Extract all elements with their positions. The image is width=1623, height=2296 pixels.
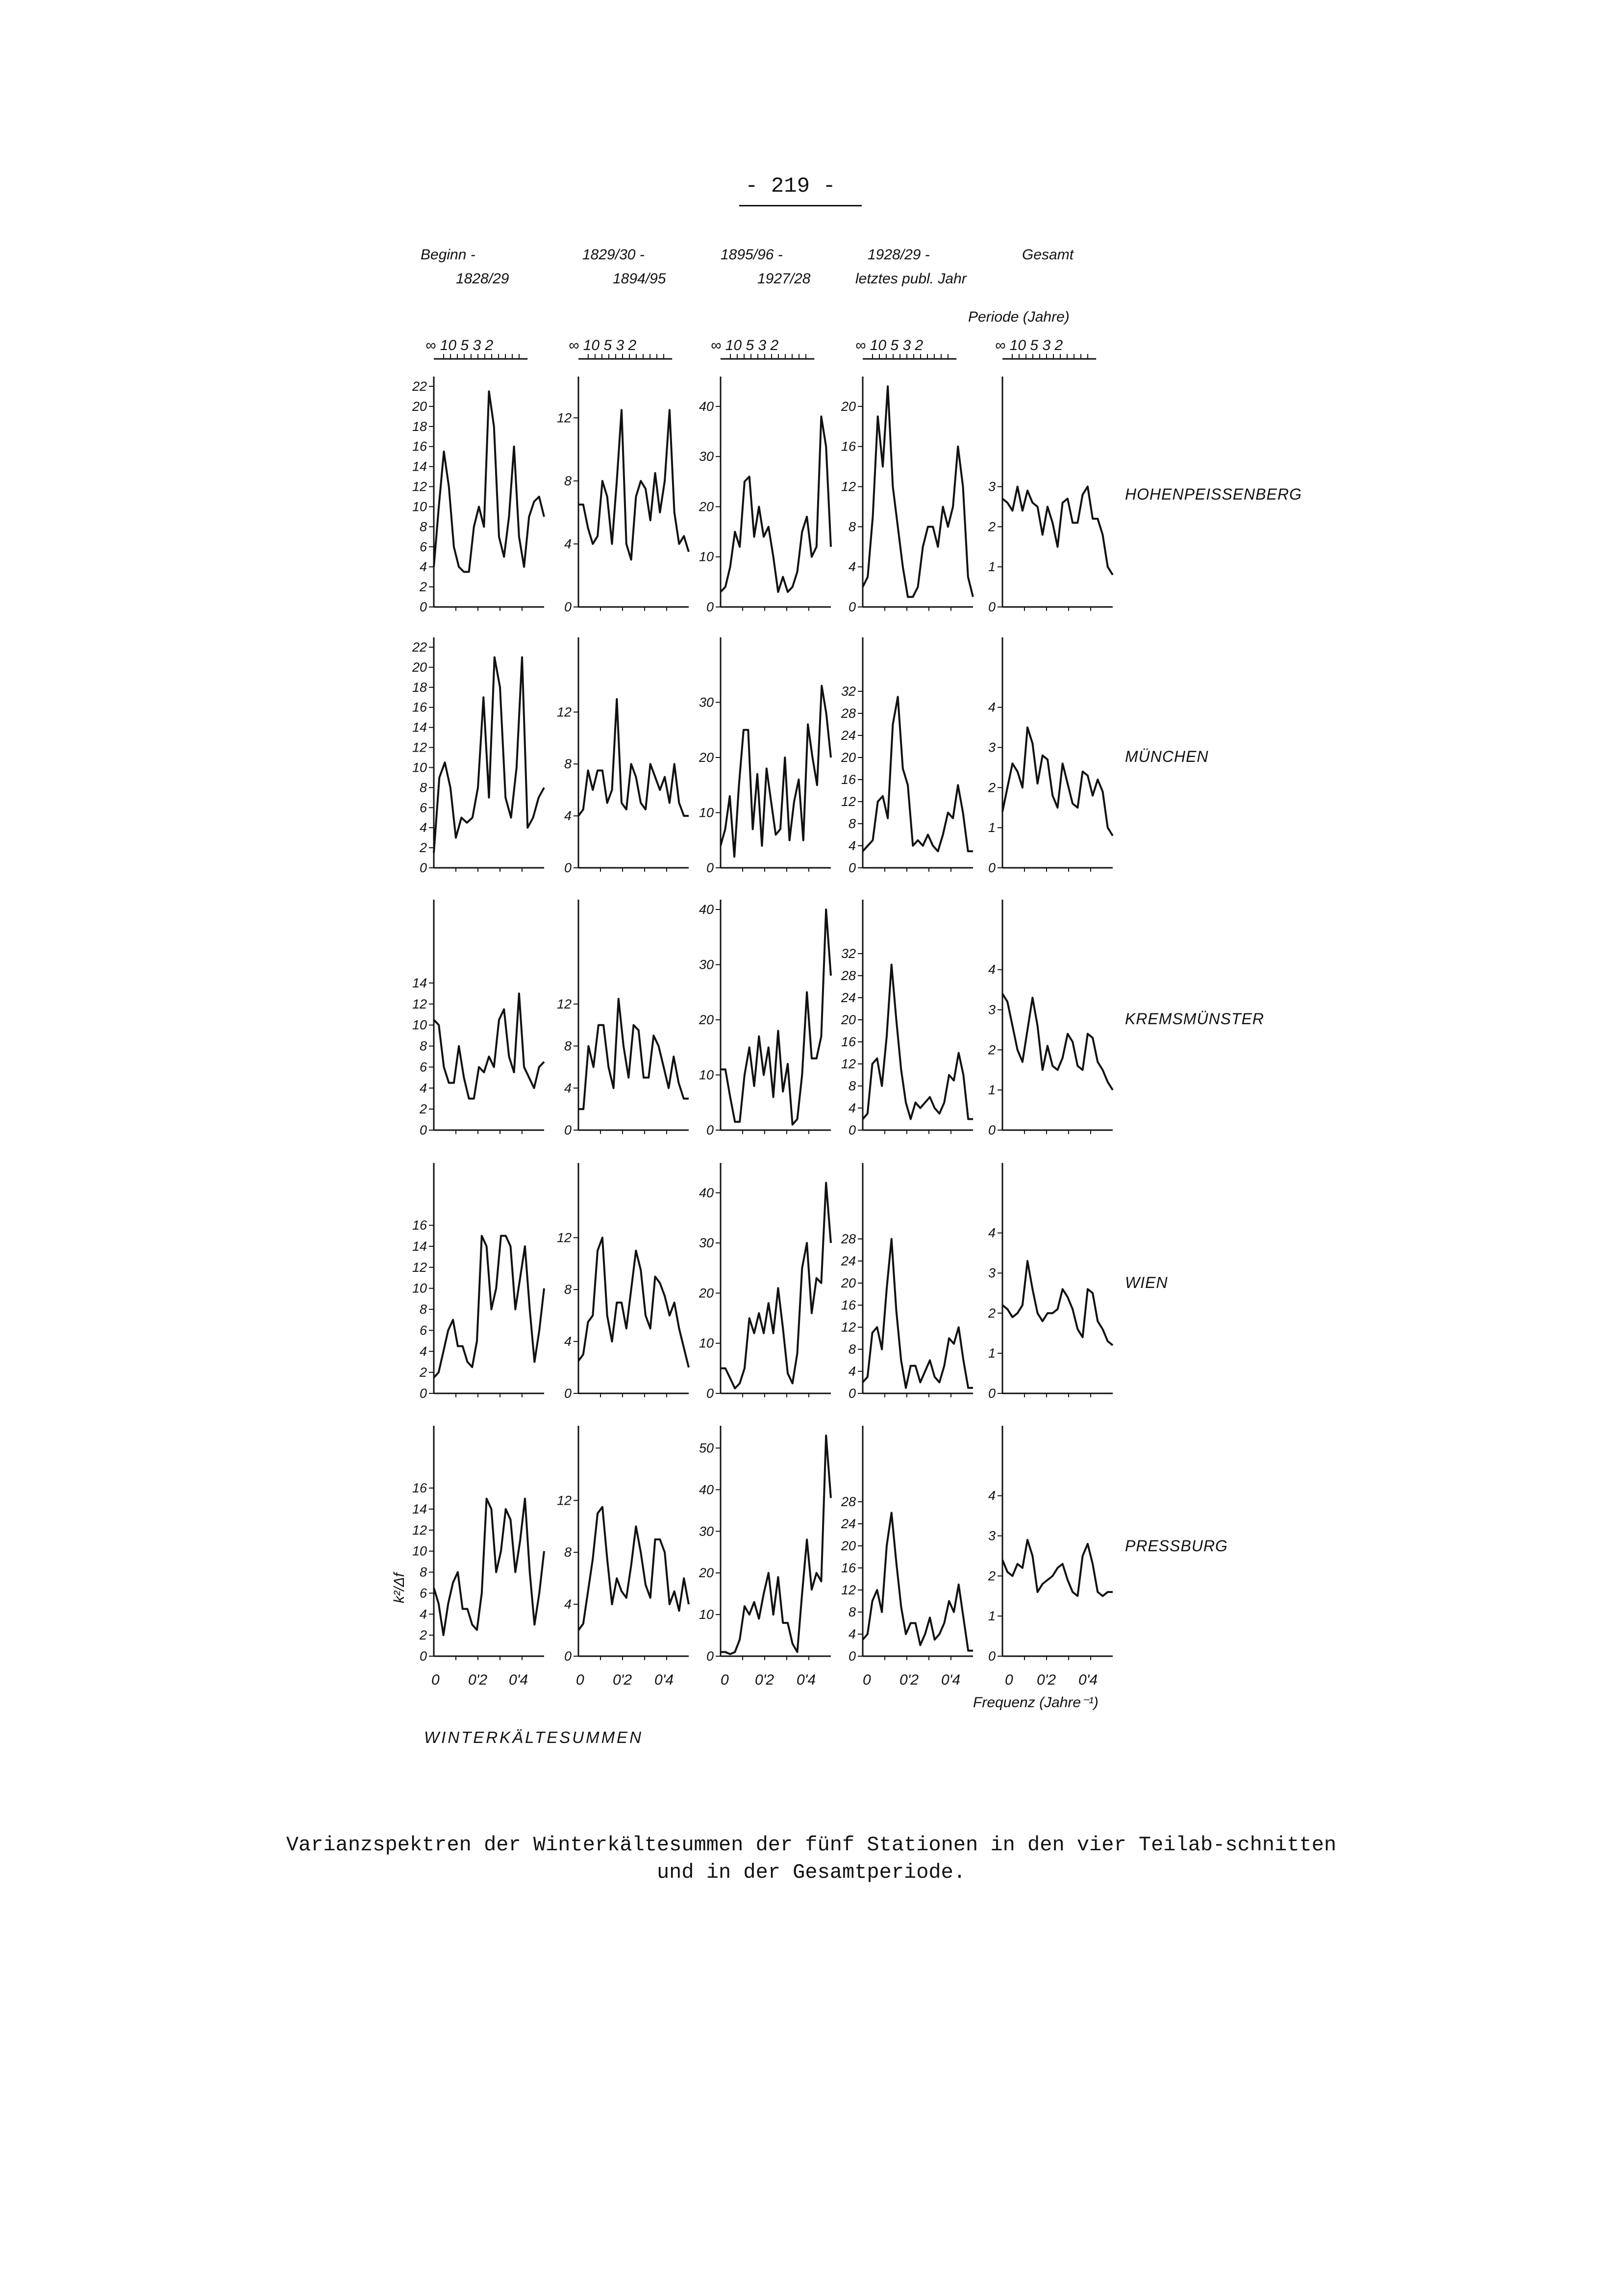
y-tick-label: 6: [419, 1323, 427, 1338]
y-tick-label: 40: [699, 399, 714, 414]
y-tick-label: 12: [556, 410, 572, 426]
y-tick-label: 40: [699, 1185, 714, 1200]
y-tick-label: 1: [988, 820, 996, 835]
spectrum-line: [1002, 994, 1113, 1090]
freq-tick-col4-0: 0: [863, 1672, 871, 1688]
column-header-4-line2: letztes publ. Jahr: [855, 271, 967, 287]
y-tick-label: 4: [848, 1101, 856, 1115]
spectrum-line: [863, 1239, 973, 1388]
y-tick-label: 10: [699, 1607, 714, 1622]
y-tick-label: 20: [699, 1565, 714, 1581]
y-tick-label: 10: [699, 1336, 714, 1351]
y-tick-label: 4: [564, 1081, 572, 1096]
y-tick-label: 12: [412, 1260, 427, 1275]
spectrum-line: [578, 410, 689, 559]
spectrum-line: [578, 1237, 689, 1367]
freq-tick-col5-04: 0'4: [1078, 1672, 1098, 1688]
y-tick-label: 1: [988, 1346, 996, 1361]
y-tick-label: 10: [412, 760, 427, 775]
y-tick-label: 50: [699, 1440, 714, 1456]
y-tick-label: 3: [988, 1528, 996, 1543]
freq-tick-col2-02: 0'2: [613, 1672, 632, 1688]
y-tick-label: 3: [988, 1265, 996, 1281]
panel-münchen-2: [557, 637, 689, 875]
panel-hohenpeissenberg-2: [557, 377, 689, 614]
y-tick-label: 12: [841, 479, 856, 494]
y-tick-label: 3: [988, 479, 996, 494]
y-tick-label: 30: [699, 1524, 714, 1539]
y-tick-label: 16: [841, 439, 856, 454]
y-tick-label: 12: [556, 1493, 572, 1508]
panel-münchen-4: [841, 637, 973, 875]
spectrum-line: [721, 909, 831, 1125]
freq-tick-col5-02: 0'2: [1037, 1672, 1056, 1688]
y-tick-label: 24: [841, 1516, 856, 1531]
panel-hohenpeissenberg-5: [988, 377, 1113, 614]
y-tick-label: 2: [419, 580, 427, 595]
y-tick-label: 8: [848, 1342, 856, 1357]
spectrum-line: [434, 1499, 544, 1636]
y-tick-label: 32: [841, 946, 856, 961]
y-tick-label: 0: [706, 600, 714, 614]
y-tick-label: 10: [699, 549, 714, 564]
y-tick-label: 8: [848, 519, 856, 534]
y-tick-label: 24: [841, 1254, 856, 1268]
y-tick-label: 16: [841, 772, 856, 787]
y-tick-label: 16: [841, 1561, 856, 1575]
y-tick-label: 8: [564, 473, 572, 488]
y-tick-label: 2: [988, 519, 996, 534]
y-tick-label: 3: [988, 1002, 996, 1017]
station-label-hohenpeissenberg: HOHENPEISSENBERG: [1125, 485, 1302, 503]
y-tick-label: 16: [412, 1481, 427, 1496]
frequency-axis-title: Frequenz (Jahre⁻¹): [973, 1694, 1099, 1711]
y-tick-label: 6: [419, 1586, 427, 1601]
y-tick-label: 12: [412, 996, 427, 1011]
y-tick-label: 8: [564, 757, 572, 772]
page-number: - 219 -: [745, 174, 836, 199]
y-tick-label: 20: [412, 659, 427, 675]
y-tick-label: 1: [988, 1609, 996, 1624]
y-tick-label: 12: [841, 1057, 856, 1071]
y-tick-label: 12: [556, 1230, 572, 1245]
column-header-1-line2: 1828/29: [456, 271, 509, 287]
y-tick-label: 40: [699, 1482, 714, 1497]
y-tick-label: 8: [564, 1545, 572, 1560]
y-tick-label: 10: [699, 805, 714, 820]
y-tick-label: 8: [419, 519, 427, 534]
y-tick-label: 8: [848, 816, 856, 831]
y-tick-label: 6: [419, 1060, 427, 1075]
y-tick-label: 14: [412, 720, 427, 735]
y-tick-label: 20: [699, 1286, 714, 1301]
panel-wien-3: [699, 1163, 831, 1401]
y-tick-label: 0: [706, 1386, 714, 1401]
panel-kremsmünster-3: [699, 900, 831, 1137]
y-tick-label: 0: [848, 1649, 856, 1664]
freq-tick-col3-0: 0: [721, 1672, 729, 1688]
y-tick-label: 0: [988, 860, 996, 875]
column-header-2-line2: 1894/95: [613, 271, 666, 287]
y-tick-label: 0: [564, 860, 572, 875]
y-tick-label: 16: [841, 1034, 856, 1049]
freq-tick-col1-0: 0: [431, 1672, 440, 1688]
spectrum-line: [863, 386, 973, 597]
y-tick-label: 0: [564, 1649, 572, 1664]
y-tick-label: 20: [699, 1012, 714, 1027]
y-tick-label: 4: [988, 700, 996, 715]
panel-wien-1: [412, 1163, 544, 1401]
y-tick-label: 1: [988, 1083, 996, 1098]
panel-kremsmünster-1: [412, 900, 544, 1137]
spectrum-line: [578, 699, 689, 816]
panel-kremsmünster-5: [988, 900, 1113, 1137]
column-header-1-line1: Beginn -: [421, 247, 475, 263]
spectrum-line: [1002, 1261, 1113, 1345]
y-tick-label: 0: [419, 1386, 427, 1401]
y-tick-label: 2: [988, 780, 996, 795]
y-tick-label: 4: [564, 808, 572, 824]
y-tick-label: 0: [988, 1123, 996, 1137]
y-tick-label: 20: [841, 1539, 856, 1553]
spectrum-line: [721, 1183, 831, 1388]
y-tick-label: 2: [419, 1628, 427, 1643]
station-label-wien: WIEN: [1125, 1274, 1168, 1291]
y-axis-title: k²/Δf: [391, 1573, 407, 1603]
station-label-kremsmuenster: KREMSMÜNSTER: [1125, 1010, 1265, 1028]
y-tick-label: 8: [419, 1302, 427, 1317]
y-tick-label: 24: [841, 728, 856, 743]
y-tick-label: 0: [988, 600, 996, 614]
station-label-pressburg: PRESSBURG: [1125, 1537, 1228, 1555]
y-tick-label: 12: [412, 1522, 427, 1538]
y-tick-label: 12: [841, 1583, 856, 1597]
y-tick-label: 28: [841, 706, 856, 721]
period-ticks-col-4: ∞ 10 5 3 2: [855, 337, 924, 353]
y-tick-label: 0: [419, 860, 427, 875]
y-tick-label: 22: [412, 379, 427, 394]
spectrum-line: [434, 1236, 544, 1378]
y-tick-label: 2: [988, 1042, 996, 1058]
y-tick-label: 0: [419, 600, 427, 614]
figure-caption: Varianzspektren der Winterkältesummen der fünf Stationen in den vier Teilab-schnitten und in der Gesamtperiode.: [286, 1833, 1337, 1884]
y-tick-label: 28: [841, 1494, 856, 1509]
y-tick-label: 16: [412, 1218, 427, 1233]
panel-hohenpeissenberg-3: [699, 377, 831, 614]
y-tick-label: 0: [564, 1386, 572, 1401]
freq-tick-col4-04: 0'4: [941, 1672, 961, 1688]
y-tick-label: 14: [412, 976, 427, 990]
spectrum-line: [578, 999, 689, 1109]
y-tick-label: 4: [564, 1334, 572, 1349]
y-tick-label: 18: [412, 680, 427, 695]
spectrum-line: [721, 416, 831, 592]
freq-tick-col5-0: 0: [1005, 1672, 1013, 1688]
spectrum-line: [721, 1436, 831, 1654]
y-tick-label: 10: [412, 499, 427, 514]
y-tick-label: 4: [419, 1081, 427, 1096]
period-ticks-col-5: ∞ 10 5 3 2: [995, 337, 1063, 353]
y-tick-label: 2: [988, 1306, 996, 1321]
y-tick-label: 4: [564, 1597, 572, 1612]
y-tick-label: 10: [412, 1543, 427, 1559]
panel-kremsmünster-2: [557, 900, 689, 1137]
y-tick-label: 0: [988, 1649, 996, 1664]
y-tick-label: 22: [412, 640, 427, 655]
column-header-5: Gesamt: [1022, 247, 1074, 263]
y-tick-label: 4: [988, 962, 996, 977]
y-tick-label: 24: [841, 990, 856, 1005]
y-tick-label: 8: [419, 1564, 427, 1580]
spectrum-line: [863, 1513, 973, 1651]
y-tick-label: 4: [564, 536, 572, 552]
panel-wien-2: [557, 1163, 689, 1401]
period-ticks-col-2: ∞ 10 5 3 2: [569, 337, 637, 353]
y-tick-label: 0: [848, 860, 856, 875]
y-tick-label: 0: [848, 1123, 856, 1137]
y-tick-label: 6: [419, 800, 427, 815]
y-tick-label: 2: [419, 1365, 427, 1380]
y-tick-label: 0: [419, 1123, 427, 1137]
y-tick-label: 2: [988, 1568, 996, 1584]
y-tick-label: 8: [564, 1038, 572, 1054]
spectrum-line: [1002, 487, 1113, 575]
y-tick-label: 30: [699, 449, 714, 464]
y-tick-label: 30: [699, 1236, 714, 1251]
y-tick-label: 0: [706, 1649, 714, 1664]
freq-tick-col1-02: 0'2: [468, 1672, 488, 1688]
y-tick-label: 12: [556, 996, 572, 1011]
freq-tick-col3-04: 0'4: [797, 1672, 816, 1688]
column-header-4-line1: 1928/29 -: [868, 247, 930, 263]
panel-münchen-3: [699, 637, 831, 875]
y-tick-label: 12: [556, 705, 572, 720]
y-tick-label: 4: [419, 820, 427, 835]
freq-tick-col1-04: 0'4: [509, 1672, 528, 1688]
y-tick-label: 8: [564, 1282, 572, 1297]
spectrum-line: [863, 697, 973, 851]
y-tick-label: 0: [848, 600, 856, 614]
y-tick-label: 4: [848, 838, 856, 853]
y-tick-label: 12: [841, 794, 856, 809]
panel-wien-5: [988, 1163, 1113, 1401]
y-tick-label: 14: [412, 1239, 427, 1254]
y-tick-label: 16: [412, 439, 427, 454]
y-tick-label: 8: [419, 780, 427, 795]
y-tick-label: 14: [412, 459, 427, 474]
y-tick-label: 20: [841, 399, 856, 414]
freq-tick-col3-02: 0'2: [755, 1672, 774, 1688]
y-tick-label: 20: [699, 750, 714, 765]
y-tick-label: 8: [419, 1038, 427, 1054]
spectrum-line: [434, 993, 544, 1098]
y-tick-label: 4: [988, 1225, 996, 1240]
y-tick-label: 2: [419, 840, 427, 856]
y-tick-label: 28: [841, 968, 856, 983]
y-tick-label: 4: [848, 1364, 856, 1379]
column-header-3-line1: 1895/96 -: [721, 247, 783, 263]
spectrum-line: [434, 391, 544, 572]
freq-tick-col4-02: 0'2: [899, 1672, 919, 1688]
y-tick-label: 10: [412, 1281, 427, 1296]
panel-pressburg-3: [699, 1426, 831, 1664]
period-ticks-col-3: ∞ 10 5 3 2: [711, 337, 779, 353]
spectrum-line: [1002, 728, 1113, 836]
y-tick-label: 32: [841, 684, 856, 699]
y-tick-label: 20: [841, 750, 856, 765]
y-tick-label: 0: [988, 1386, 996, 1401]
panel-münchen-5: [988, 637, 1113, 875]
y-tick-label: 10: [412, 1017, 427, 1033]
y-tick-label: 30: [699, 695, 714, 710]
y-tick-label: 0: [706, 860, 714, 875]
y-tick-label: 0: [706, 1123, 714, 1137]
panel-pressburg-5: [988, 1426, 1113, 1664]
y-tick-label: 18: [412, 419, 427, 434]
y-tick-label: 0: [564, 600, 572, 614]
y-tick-label: 20: [841, 1012, 856, 1027]
figure-label: WINTERKÄLTESUMMEN: [424, 1728, 643, 1746]
y-tick-label: 4: [419, 559, 427, 575]
spectrum-line: [578, 1507, 689, 1631]
panel-pressburg-2: [557, 1426, 689, 1664]
y-tick-label: 8: [848, 1605, 856, 1619]
y-tick-label: 10: [699, 1067, 714, 1083]
panel-hohenpeissenberg-1: [412, 377, 544, 614]
panel-wien-4: [841, 1163, 973, 1401]
y-tick-label: 30: [699, 957, 714, 972]
spectrum-line: [1002, 1540, 1113, 1596]
period-ticks-col-1: ∞ 10 5 3 2: [425, 337, 494, 353]
period-axis-title: Periode (Jahre): [968, 309, 1070, 325]
y-tick-label: 0: [564, 1123, 572, 1137]
station-label-muenchen: MÜNCHEN: [1125, 748, 1209, 765]
freq-tick-col2-0: 0: [576, 1672, 584, 1688]
column-header-2-line1: 1829/30 -: [582, 247, 645, 263]
y-tick-label: 0: [848, 1386, 856, 1401]
y-tick-label: 16: [412, 700, 427, 715]
y-tick-label: 3: [988, 740, 996, 755]
y-tick-label: 28: [841, 1232, 856, 1246]
column-header-3-line2: 1927/28: [757, 271, 811, 287]
y-tick-label: 4: [419, 1344, 427, 1359]
y-tick-label: 4: [419, 1607, 427, 1622]
y-tick-label: 4: [848, 559, 856, 575]
y-tick-label: 12: [412, 740, 427, 755]
y-tick-label: 0: [419, 1649, 427, 1664]
y-tick-label: 14: [412, 1502, 427, 1516]
y-tick-label: 8: [848, 1079, 856, 1093]
y-tick-label: 40: [699, 902, 714, 917]
panel-pressburg-4: [841, 1426, 973, 1664]
y-tick-label: 4: [988, 1488, 996, 1503]
y-tick-label: 12: [412, 479, 427, 494]
panel-münchen-1: [412, 637, 544, 875]
y-tick-label: 20: [412, 399, 427, 414]
y-tick-label: 2: [419, 1102, 427, 1117]
y-tick-label: 12: [841, 1320, 856, 1335]
y-tick-label: 16: [841, 1298, 856, 1312]
spectrum-line: [434, 657, 544, 853]
y-tick-label: 1: [988, 559, 996, 575]
y-tick-label: 20: [699, 499, 714, 514]
panel-pressburg-1: [412, 1426, 544, 1664]
panel-kremsmünster-4: [841, 900, 973, 1137]
y-tick-label: 6: [419, 539, 427, 555]
y-tick-label: 4: [848, 1627, 856, 1641]
panel-hohenpeissenberg-4: [841, 377, 973, 614]
spectrum-line: [721, 686, 831, 857]
freq-tick-col2-04: 0'4: [654, 1672, 674, 1688]
spectrum-line: [863, 965, 973, 1119]
y-tick-label: 20: [841, 1276, 856, 1290]
